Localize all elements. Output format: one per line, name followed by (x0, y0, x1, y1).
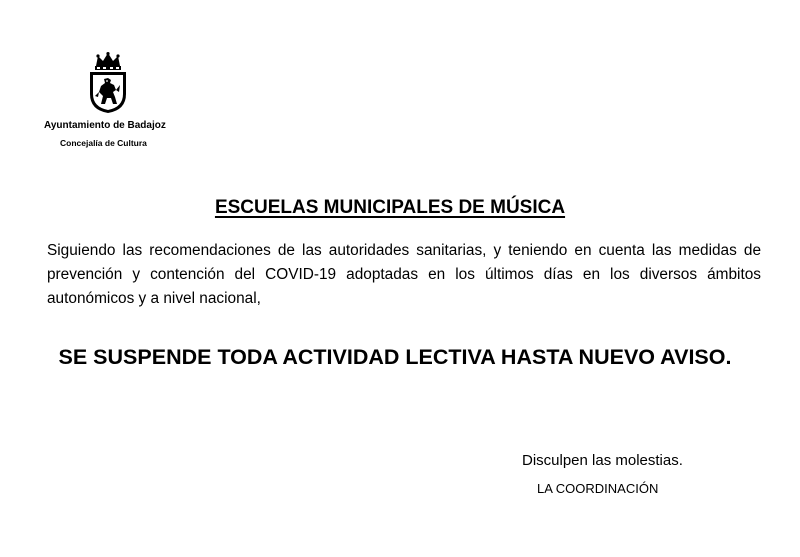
organization-name: Ayuntamiento de Badajoz (44, 120, 166, 131)
apology-line: Disculpen las molestias. (522, 452, 683, 469)
department-name: Concejalía de Cultura (60, 138, 147, 148)
signature: LA COORDINACIÓN (537, 481, 659, 496)
notice-paragraph: Siguiendo las recomendaciones de las autoridades sanitarias, y teniendo en cuenta las medidas de prevención y contención del COVID-19 adoptadas en los últimos días en los diversos ámbitos autonómicos y a nivel nacional, (47, 242, 761, 307)
city-coat-of-arms-icon (86, 52, 130, 114)
suspension-announcement: SE SUSPENDE TODA ACTIVIDAD LECTIVA HASTA NUEVO AVISO. (58, 345, 732, 369)
page-title: ESCUELAS MUNICIPALES DE MÚSICA (214, 197, 566, 218)
